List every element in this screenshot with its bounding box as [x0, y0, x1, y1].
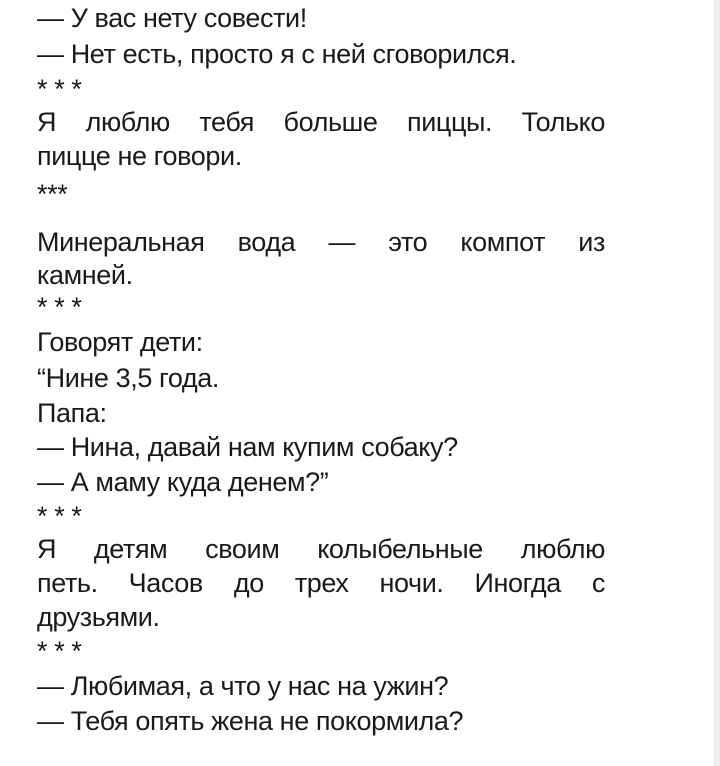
text-word: своим	[205, 534, 280, 564]
text-word: из	[578, 227, 605, 257]
text-word: больше	[283, 107, 378, 137]
text-word: Я	[37, 534, 57, 564]
text-word: трех	[294, 568, 349, 598]
text-line: — Тебя опять жена не покормила?	[37, 706, 464, 736]
text-line: * * *	[37, 501, 82, 531]
text-word: пиццы.	[406, 107, 493, 137]
text-line: Папа:	[37, 398, 107, 428]
text-line: * * *	[37, 74, 82, 104]
text-word: Только	[521, 107, 605, 137]
text-line: Говорят дети:	[37, 327, 203, 357]
text-word: ночи.	[379, 568, 444, 598]
text-line: — А маму куда денем?”	[37, 467, 329, 497]
text-word: Часов	[128, 568, 203, 598]
text-word: с	[591, 568, 605, 598]
text-word: Иногда	[474, 568, 561, 598]
text-line: камней.	[37, 260, 133, 290]
text-line: “Нине 3,5 года.	[37, 363, 219, 393]
text-word: люблю	[85, 107, 170, 137]
text-word: это	[388, 227, 428, 257]
text-line: друзьями.	[37, 602, 160, 632]
text-word: Я	[37, 107, 57, 137]
text-line: ***	[37, 179, 68, 209]
text-line: — У вас нету совести!	[37, 3, 307, 33]
text-line	[37, 226, 605, 258]
text-word: компот	[460, 227, 546, 257]
text-line: * * *	[37, 292, 82, 322]
text-line: — Любимая, а что у нас на ужин?	[37, 671, 449, 701]
text-word: детям	[93, 534, 168, 564]
text-line	[37, 106, 605, 138]
text-line: * * *	[37, 636, 82, 666]
text-line	[37, 567, 605, 599]
text-line	[37, 533, 605, 565]
text-word: до	[233, 568, 264, 598]
text-line: — Нет есть, просто я с ней сговорился.	[37, 39, 517, 69]
text-word: тебя	[199, 107, 255, 137]
text-line: — Нина, давай нам купим собаку?	[37, 432, 458, 462]
text-word: колыбельные	[317, 534, 483, 564]
text-word: люблю	[520, 534, 605, 564]
page-edge	[714, 0, 720, 766]
text-word: —	[328, 227, 356, 257]
text-line: пицце не говори.	[37, 141, 242, 171]
text-word: Минеральная	[37, 227, 205, 257]
text-word: петь.	[37, 568, 98, 598]
text-word: вода	[237, 227, 296, 257]
